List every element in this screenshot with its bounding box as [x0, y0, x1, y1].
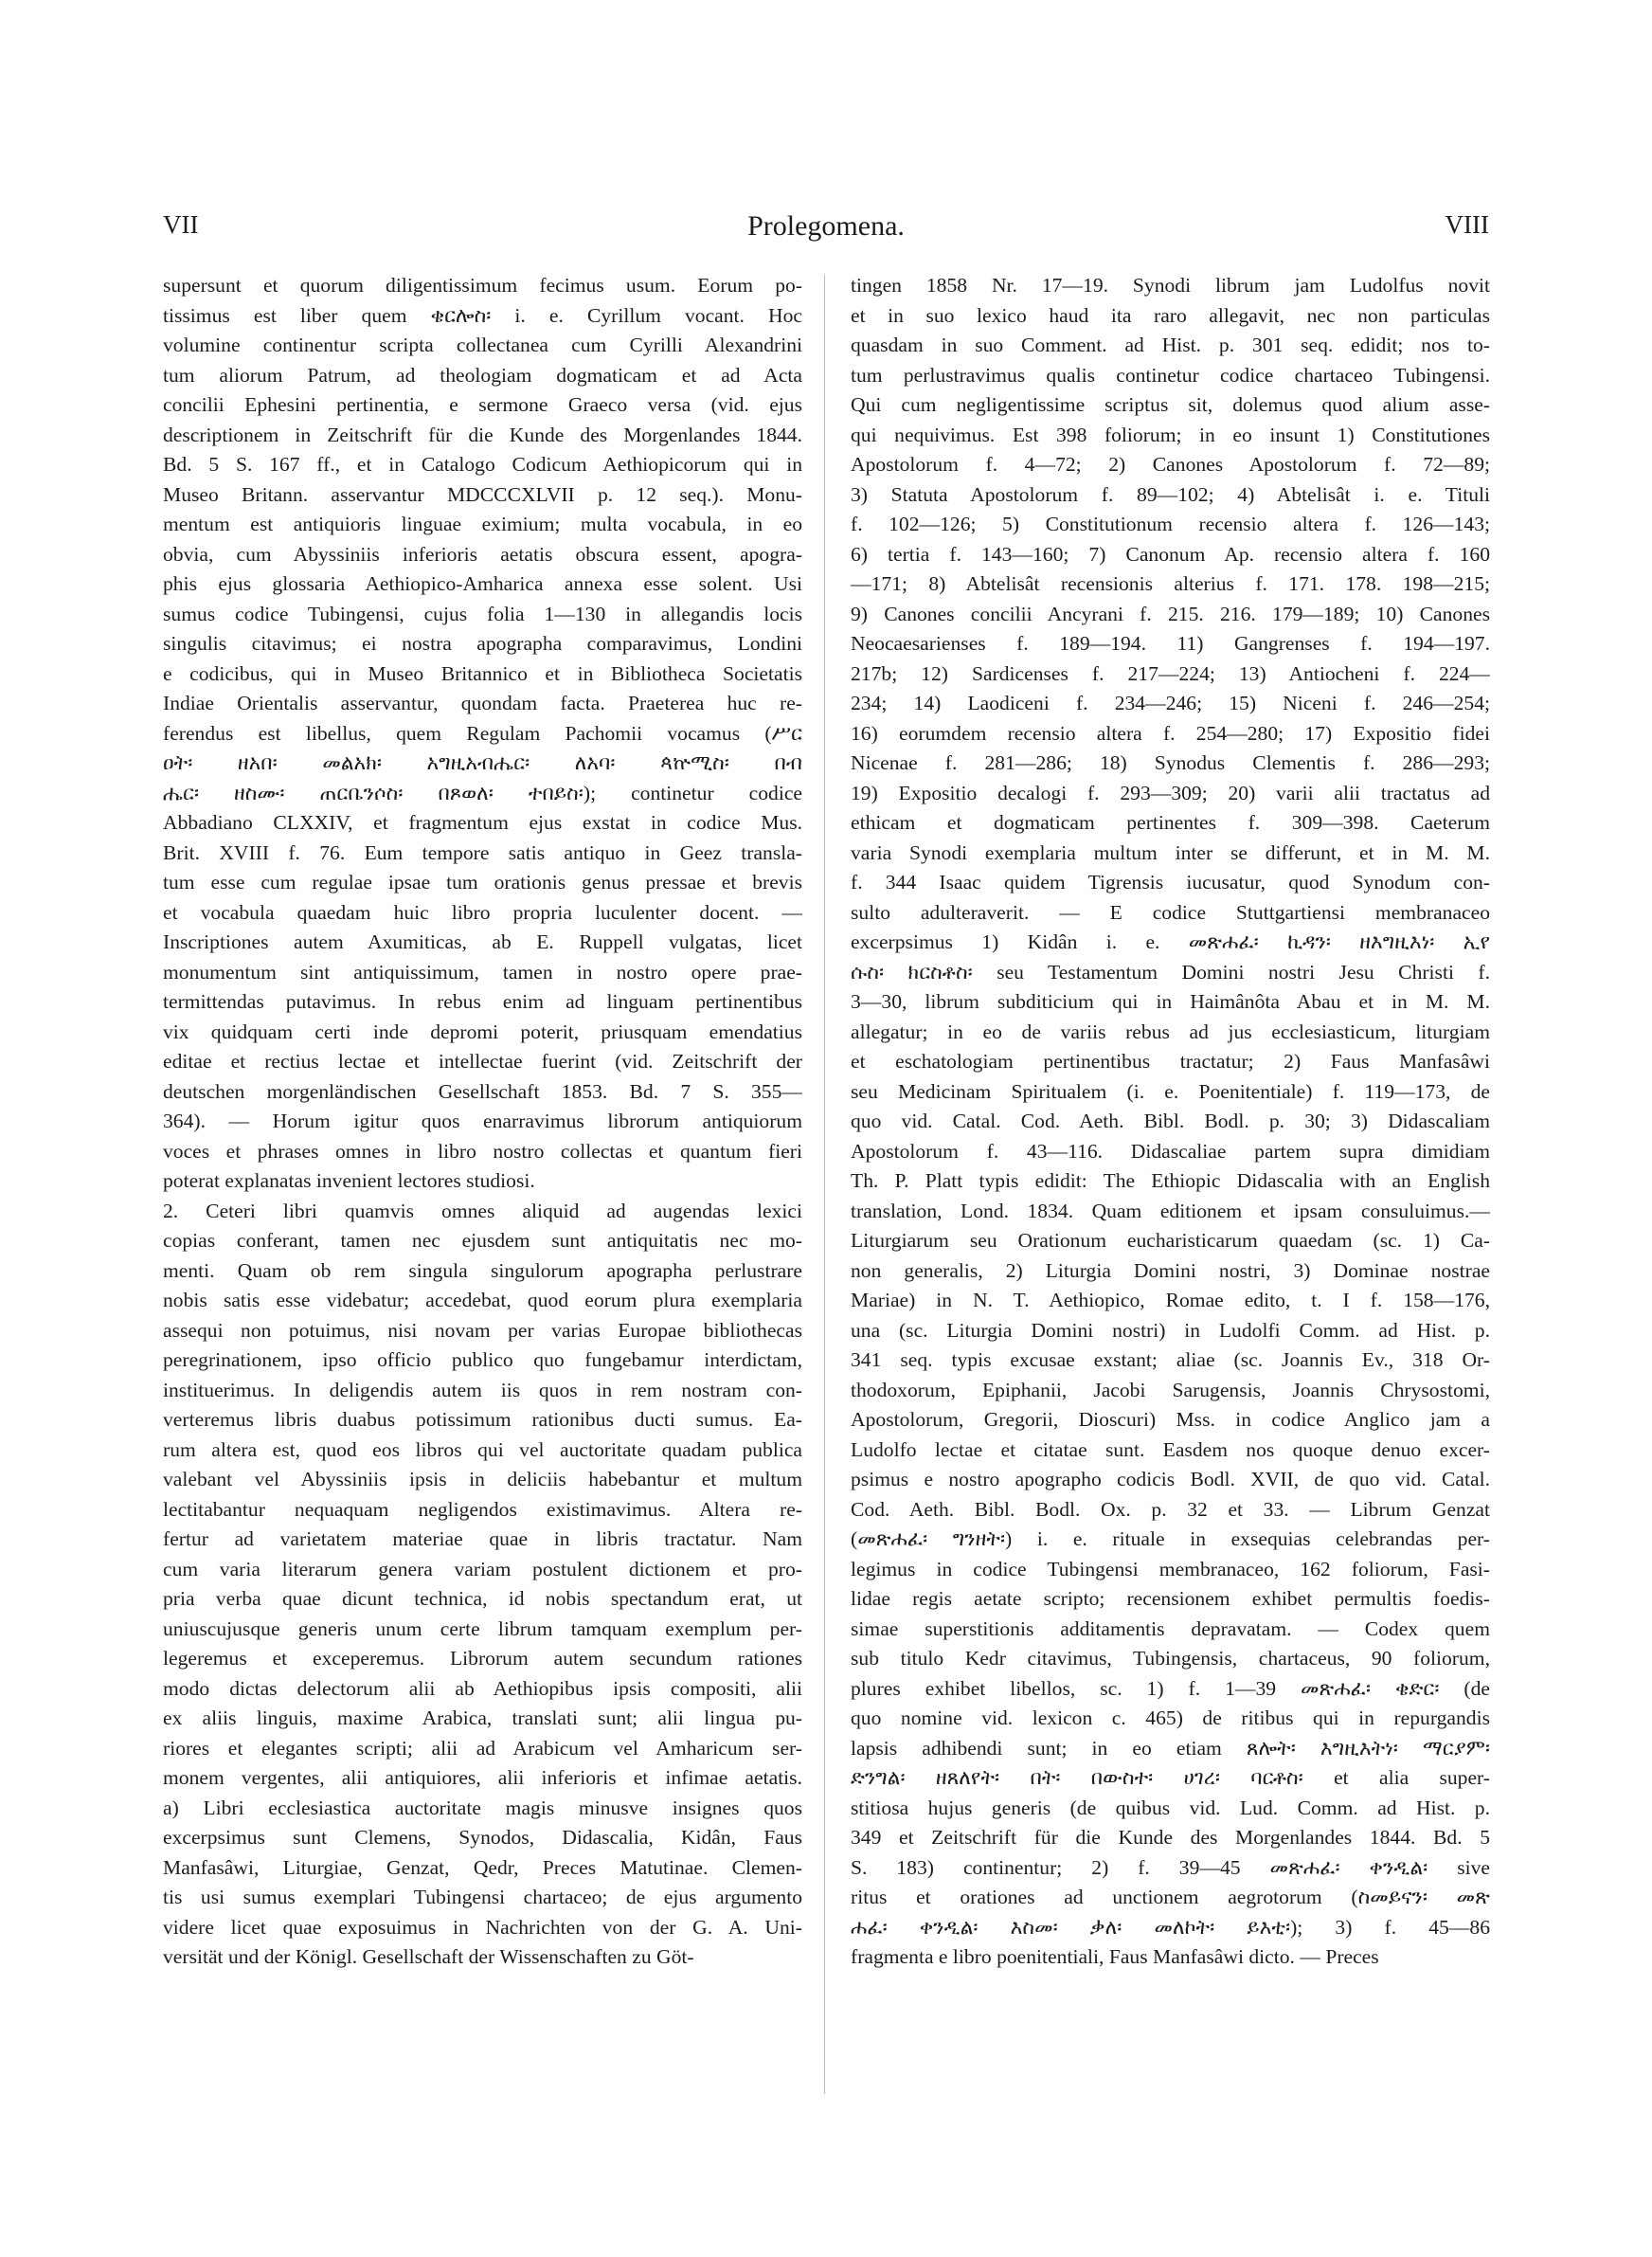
right-column-line: stitiosa hujus generis (de quibus vid. Lud. Comm. ad Hist. p. [851, 1796, 1490, 1819]
right-column-line: Liturgiarum seu Orationum eucharisticarum quaedam (sc. 1) Ca- [851, 1229, 1490, 1252]
left-column-line: ferendus est libellus, quem Regulam Pachomii vocamus (ሥር [163, 721, 802, 745]
right-column-line: lapsis adhibendi sunt; in eo etiam ጸሎት፡ እግዚእትነ፡ ማርያም፡ [851, 1736, 1490, 1760]
right-column-line: 3) Statuta Apostolorum f. 89—102; 4) Abtelisât i. e. Tituli [851, 482, 1490, 506]
left-column-line: nobis satis esse videbatur; accedebat, quod eorum plura exemplaria [163, 1289, 802, 1311]
right-column-line: varia Synodi exemplaria multum inter se differunt, et in M. M. [851, 840, 1490, 864]
right-column-line: quo nomine vid. lexicon c. 465) de ritibus qui in repurgandis [851, 1706, 1490, 1729]
left-column-line: valebant vel Abyssiniis ipsis in deliciis habebantur et multum [163, 1468, 802, 1490]
right-column-line: Nicenae f. 281—286; 18) Synodus Clementis f. 286—293; [851, 751, 1490, 774]
left-column-line: uniuscujusque generis unum certe librum tamquam exemplum per- [163, 1616, 802, 1640]
left-column-line: assequi non potuimus, nisi novam per varias Europae bibliothecas [163, 1318, 802, 1342]
left-column-line: cum varia literarum genera variam postulent dictionem et pro- [163, 1557, 802, 1580]
right-column-line: Mariae) in N. T. Aethiopico, Romae edito, t. I f. 158—176, [851, 1289, 1490, 1311]
right-column-line: Ludolfo lectae et citatae sunt. Easdem nos quoque denuo excer- [851, 1437, 1490, 1461]
right-column-line: 341 seq. typis excusae exstant; aliae (sc. Joannis Ev., 318 Or- [851, 1348, 1490, 1371]
right-column-line: et in suo lexico haud ita raro allegavit, nec non particulas [851, 303, 1490, 327]
right-column-line: quasdam in suo Comment. ad Hist. p. 301 seq. edidit; nos to- [851, 334, 1490, 356]
right-column-line: Th. P. Platt typis edidit: The Ethiopic Didascalia with an English [851, 1169, 1490, 1192]
left-column-line: Museo Britann. asservantur MDCCCXLVII p. 12 seq.). Monu- [163, 482, 802, 506]
running-title: Prolegomena. [747, 210, 905, 242]
left-column-line: voces et phrases omnes in libro nostro collectas et quantum fieri [163, 1139, 802, 1163]
right-column-line: ድንግል፡ ዘጸለየት፡ በት፡ በውስተ፡ ሀገረ፡ ባርቶስ፡ et alia super- [851, 1766, 1490, 1789]
left-column-line: editae et rectius lectae et intellectae fuerint (vid. Zeitschrift der [163, 1050, 802, 1073]
left-column-line: ዐት፡ ዘአበ፡ መልአክ፡ አግዚአብሔር፡ ለአባ፡ ጳኵሚስ፡ በብ [163, 751, 802, 774]
left-column-line: Bd. 5 S. 167 ff., et in Catalogo Codicum Aethiopicorum qui in [163, 453, 802, 476]
left-column-line: monem vergentes, alii antiquiores, alii inferioris et infimae aetatis. [163, 1766, 802, 1789]
right-column-line: plures exhibet libellos, sc. 1) f. 1—39 መጽሐፈ፡ ቄድር፡ (de [851, 1676, 1490, 1700]
left-column-line: vix quidquam certi inde depromi poterit, priusquam emendatius [163, 1020, 802, 1043]
right-column-line: una (sc. Liturgia Domini nostri) in Ludolfi Comm. ad Hist. p. [851, 1318, 1490, 1342]
right-column-line: simae superstitionis additamentis depravatam. — Codex quem [851, 1616, 1490, 1640]
left-column-line: excerpsimus sunt Clemens, Synodos, Didascalia, Kidân, Faus [163, 1826, 802, 1849]
left-column-line: fertur ad varietatem materiae quae in libris tractatur. Nam [163, 1527, 802, 1550]
left-column-line: copias conferant, tamen nec ejusdem sunt antiquitatis nec mo- [163, 1229, 802, 1252]
right-column-line: ethicam et dogmaticam pertinentes f. 309—398. Caeterum [851, 811, 1490, 834]
right-column-line: —171; 8) Abtelisât recensionis alterius f. 171. 178. 198—215; [851, 572, 1490, 595]
left-column-line: deutschen morgenländischen Gesellschaft 1853. Bd. 7 S. 355— [163, 1079, 802, 1103]
left-column-line: pria verba quae dicunt technica, id nobis spectandum erat, ut [163, 1587, 802, 1610]
left-column-line: obvia, cum Abyssiniis inferioris aetatis obscura essent, apogra- [163, 542, 802, 566]
left-column-line: 2. Ceteri libri quamvis omnes aliquid ad augendas lexici [163, 1199, 802, 1222]
column-divider [824, 275, 825, 2094]
left-column-line: 364). — Horum igitur quos enarravimus librorum antiquiorum [163, 1110, 802, 1132]
right-column-line: Cod. Aeth. Bibl. Bodl. Ox. p. 32 et 33. — Librum Genzat [851, 1497, 1490, 1521]
left-column-line: e codicibus, qui in Museo Britannico et in Bibliotheca Societatis [163, 661, 802, 685]
right-column-line: S. 183) continentur; 2) f. 39—45 መጽሐፈ፡ ቀንዲል፡ sive [851, 1855, 1490, 1879]
right-column-line: ሐፈ፡ ቀንዲል፡ እስመ፡ ቃለ፡ መለኮት፡ ይእቲ፡); 3) f. 45—86 [851, 1915, 1490, 1939]
right-column-line: f. 102—126; 5) Constitutionum recensio altera f. 126—143; [851, 513, 1490, 535]
left-column-line: volumine continentur scripta collectanea cum Cyrilli Alexandrini [163, 334, 802, 356]
right-column-line: ሱስ፡ ክርስቶስ፡ seu Testamentum Domini nostri Jesu Christi f. [851, 960, 1490, 984]
left-column-line: rum altera est, quod eos libros qui vel auctoritate quadam publica [163, 1437, 802, 1461]
right-column-line: sub titulo Kedr citavimus, Tubingensis, chartaceus, 90 foliorum, [851, 1647, 1490, 1670]
right-page-number: VIII [1445, 210, 1489, 239]
left-column-line: lectitabantur nequaquam negligendos existimavimus. Altera re- [163, 1497, 802, 1521]
right-column-line: 217b; 12) Sardicenses f. 217—224; 13) Antiocheni f. 224— [851, 661, 1490, 685]
right-column-line: ritus et orationes ad unctionem aegrotorum (ስመይናን፡ መጽ [851, 1886, 1490, 1908]
left-column-line: sumus codice Tubingensi, cujus folia 1—130 in allegandis locis [163, 602, 802, 625]
left-column-line: monumentum sint antiquissimum, tamen in nostro opere prae- [163, 960, 802, 984]
left-column-line: tissimus est liber quem ቄርሎስ፡ i. e. Cyrillum vocant. Hoc [163, 303, 802, 327]
right-column-line: 16) eorumdem recensio altera f. 254—280; 17) Expositio fidei [851, 721, 1490, 745]
left-column-line: Abbadiano CLXXIV, et fragmentum ejus exstat in codice Mus. [163, 811, 802, 834]
left-column-line: versität und der Königl. Gesellschaft der Wissenschaften zu Göt- [163, 1945, 694, 1968]
left-column-line: ex aliis linguis, maxime Arabica, translati sunt; alii lingua pu- [163, 1706, 802, 1729]
left-column-line: legeremus et exceperemus. Librorum autem secundum rationes [163, 1647, 802, 1670]
left-column-line: Brit. XVIII f. 76. Eum tempore satis antiquo in Geez transla- [163, 840, 802, 864]
right-column-line: (መጽሐፈ፡ ግንዘት፡) i. e. rituale in exsequias celebrandas per- [851, 1527, 1490, 1550]
running-header [163, 210, 1489, 248]
right-column-line: non generalis, 2) Liturgia Domini nostri, 3) Dominae nostrae [851, 1258, 1490, 1282]
left-column-line: termittendas putavimus. In rebus enim ad linguam pertinentibus [163, 990, 802, 1013]
left-column-line: ሔር፡ ዘስሙ፡ ጠርቤንሶስ፡ በጾወለ፡ ተበይስ፡); continetur codice [163, 781, 802, 804]
right-column-line: Neocaesarienses f. 189—194. 11) Gangrenses f. 194—197. [851, 632, 1490, 655]
left-column-line: modo dictas delectorum alii ab Aethiopibus ipsis compositi, alii [163, 1676, 802, 1700]
left-column-line: descriptionem in Zeitschrift für die Kunde des Morgenlandes 1844. [163, 423, 802, 446]
left-column [163, 271, 802, 1973]
right-column-line: f. 344 Isaac quidem Tigrensis iucusatur, quod Synodum con- [851, 871, 1490, 894]
right-column-line: tum perlustravimus qualis continetur codice chartaceo Tubingensi. [851, 363, 1490, 387]
right-column [851, 271, 1490, 1973]
right-column-line: legimus in codice Tubingensi membranaceo, 162 foliorum, Fasi- [851, 1557, 1490, 1580]
right-column-line: 349 et Zeitschrift für die Kunde des Morgenlandes 1844. Bd. 5 [851, 1826, 1490, 1849]
left-column-line: singulis citavimus; ei nostra apographa comparavimus, Londini [163, 632, 802, 655]
left-column-line: mentum est antiquioris linguae eximium; multa vocabula, in eo [163, 513, 802, 535]
left-column-line: supersunt et quorum diligentissimum fecimus usum. Eorum po- [163, 274, 802, 297]
left-page-number: VII [163, 210, 199, 239]
left-column-line: instituerimus. In deligendis autem iis quos in rem nostram con- [163, 1378, 802, 1401]
left-column-line: Manfasâwi, Liturgiae, Genzat, Qedr, Preces Matutinae. Clemen- [163, 1855, 802, 1879]
right-column-line: Apostolorum f. 43—116. Didascaliae partem supra dimidiam [851, 1139, 1490, 1163]
right-column-line: translation, Lond. 1834. Quam editionem et ipsam consuluimus.— [851, 1199, 1490, 1222]
left-column-line: Indiae Orientalis asservantur, quondam facta. Praeterea huc re- [163, 692, 802, 714]
left-column-line: menti. Quam ob rem singula singulorum apographa perlustrare [163, 1258, 802, 1282]
right-column-line: 6) tertia f. 143—160; 7) Canonum Ap. recensio altera f. 160 [851, 542, 1490, 566]
right-column-line: qui nequivimus. Est 398 foliorum; in eo insunt 1) Constitutiones [851, 423, 1490, 446]
right-column-line: allegatur; in eo de variis rebus ad jus ecclesiasticum, liturgiam [851, 1020, 1490, 1043]
left-column-line: verteremus libris duabus potissimum rationibus ducti sumus. Ea- [163, 1408, 802, 1431]
left-column-line: Inscriptiones autem Axumiticas, ab E. Ruppell vulgatas, licet [163, 930, 802, 953]
left-column-line: et vocabula quaedam huic libro propria luculenter docent. — [163, 900, 802, 924]
left-column-line: videre licet quae exposuimus in Nachrichten von der G. A. Uni- [163, 1915, 802, 1939]
left-column-line: phis ejus glossaria Aethiopico-Amharica annexa esse solent. Usi [163, 572, 802, 595]
right-column-line: Qui cum negligentissime scriptus sit, dolemus quod alium asse- [851, 393, 1490, 416]
right-column-line: quo vid. Catal. Cod. Aeth. Bibl. Bodl. p. 30; 3) Didascaliam [851, 1110, 1490, 1132]
right-column-line: lidae regis aetate scripto; recensionem exhibet permultis foedis- [851, 1587, 1490, 1610]
right-column-line: sulto adulteraverit. — E codice Stuttgartiensi membranaceo [851, 900, 1490, 924]
left-column-line: tum aliorum Patrum, ad theologiam dogmaticam et ad Acta [163, 363, 802, 387]
left-column-line: poterat explanatas invenient lectores studiosi. [163, 1169, 535, 1192]
left-column-line: concilii Ephesini pertinentia, e sermone Graeco versa (vid. ejus [163, 393, 802, 416]
left-column-line: tis usi sumus exemplari Tubingensi chartaceo; de ejus argumento [163, 1886, 802, 1908]
left-column-line: tum esse cum regulae ipsae tum orationis genus pressae et brevis [163, 871, 802, 894]
right-column-line: 9) Canones concilii Ancyrani f. 215. 216. 179—189; 10) Canones [851, 602, 1490, 625]
right-column-line: et eschatologiam pertinentibus tractatur; 2) Faus Manfasâwi [851, 1050, 1490, 1073]
right-column-line: psimus e nostro apographo codicis Bodl. XVII, de quo vid. Catal. [851, 1468, 1490, 1490]
right-column-line: excerpsimus 1) Kidân i. e. መጽሐፈ፡ ኪዳን፡ ዘእግዚእነ፡ ኢየ [851, 930, 1490, 953]
right-column-line: thodoxorum, Epiphanii, Jacobi Sarugensis, Joannis Chrysostomi, [851, 1378, 1490, 1401]
right-column-line: 19) Expositio decalogi f. 293—309; 20) varii alii tractatus ad [851, 781, 1490, 804]
right-column-line: seu Medicinam Spiritualem (i. e. Poenitentiale) f. 119—173, de [851, 1079, 1490, 1103]
right-column-line: fragmenta e libro poenitentiali, Faus Manfasâwi dicto. — Preces [851, 1945, 1379, 1968]
left-column-line: riores et elegantes scripti; alii ad Arabicum vel Amharicum ser- [163, 1736, 802, 1760]
left-column-line: a) Libri ecclesiastica auctoritate magis minusve insignes quos [163, 1796, 802, 1819]
right-column-line: 234; 14) Laodiceni f. 234—246; 15) Niceni f. 246—254; [851, 692, 1490, 714]
right-column-line: tingen 1858 Nr. 17—19. Synodi librum jam Ludolfus novit [851, 274, 1490, 297]
left-column-line: peregrinationem, ipso officio publico quo fungebamur interdictam, [163, 1348, 802, 1371]
right-column-line: Apostolorum f. 4—72; 2) Canones Apostolorum f. 72—89; [851, 453, 1490, 476]
right-column-line: 3—30, librum subditicium qui in Haimânôta Abau et in M. M. [851, 990, 1490, 1013]
right-column-line: Apostolorum, Gregorii, Dioscuri) Mss. in codice Anglico jam a [851, 1408, 1490, 1431]
